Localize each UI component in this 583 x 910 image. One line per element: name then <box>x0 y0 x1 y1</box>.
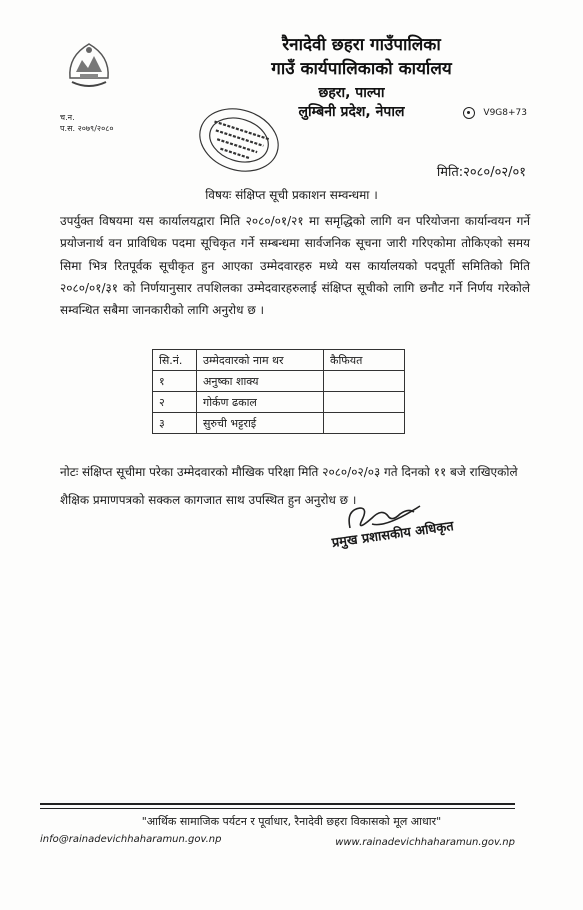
row-remarks <box>324 392 405 413</box>
candidates-table <box>152 349 405 434</box>
row-remarks <box>324 413 405 434</box>
row-remarks <box>324 371 405 392</box>
office-stamp <box>188 98 290 182</box>
row-name: सुरुची भट्टराई <box>197 413 324 434</box>
row-sn: ३ <box>153 413 197 434</box>
header-sn: सि.नं. <box>153 350 197 371</box>
letter-serial: प.स. २०७९/२०८० <box>60 124 114 133</box>
row-name: अनुष्का शाक्य <box>197 371 324 392</box>
office-location: छहरा, पाल्पा <box>318 85 385 101</box>
header-remarks: कैफियत <box>324 350 405 371</box>
row-sn: १ <box>153 371 197 392</box>
table-row <box>153 371 405 392</box>
letter-subject: विषयः संक्षिप्त सूची प्रकाशन सम्वन्धमा । <box>205 188 378 202</box>
municipality-name: रैनादेवी छहरा गाउँपालिका <box>282 35 441 55</box>
signatory-title: प्रमुख प्रशासकीय अधिकृत <box>330 519 455 551</box>
table-row <box>153 413 405 434</box>
letter-date: मिति:२०८०/०२/०१ <box>436 165 526 180</box>
office-name: गाउँ कार्यपालिकाको कार्यालय <box>271 59 452 79</box>
plus-code-text: V9G8+73 <box>483 108 527 118</box>
footer-motto: "आर्थिक सामाजिक पर्यटन र पूर्वाधार, रैनादेवी छहरा विकासको मूल आधार" <box>141 815 442 828</box>
row-name: गोर्कण ढकाल <box>197 392 324 413</box>
footer-website-link[interactable]: www.rainadevichhaharamun.gov.np <box>335 837 515 848</box>
letter-number: च.न. <box>60 113 75 122</box>
footer-divider <box>40 803 515 805</box>
footer-divider-thin <box>40 808 515 809</box>
table-row <box>153 392 405 413</box>
location-pin-icon <box>463 107 475 119</box>
office-province: लुम्बिनी प्रदेश, नेपाल <box>298 104 405 120</box>
row-sn: २ <box>153 392 197 413</box>
letter-body: उपर्युक्त विषयमा यस कार्यालयद्वारा मिति २०८०/०१/२१ मा समृद्धिको लागि वन परियोजना कार्यान्वयन गर्ने प्रयोजनार्थ वन प्राविधिक पदमा सूचिकृत गर्ने सम्बन्धमा सार्वजनिक सूचना जारी गरिएकोमा तोकिएको समय सिमा भित्र रितपूर्वक सूचीकृत हुन आएका उम्मेदवारहरु मध्ये यस कार्यालयको पदपूर्ती समितिको मिति २०८०/०१/३१ को निर्णयानुसार तपशिलका उम्मेदवारहरुलाई संक्षिप्त सूचीको लागि छनौट गर्ने निर्णय गरेकोले सम्वन्धित सबैमा जानकारीको लागि अनुरोध छ । <box>60 214 530 318</box>
plus-code <box>463 107 527 119</box>
table-header-row <box>153 350 405 371</box>
footer-email-link[interactable]: info@rainadevichhaharamun.gov.np <box>40 834 222 845</box>
header-name: उम्मेदवारको नाम थर <box>197 350 324 371</box>
exam-note: नोटः संक्षिप्त सूचीमा परेका उम्मेदवारको मौखिक परिक्षा मिति २०८०/०२/०३ गते दिनको ११ बजे राखिएकोले शैक्षिक प्रमाणपत्रको सक्कल कागजात साथ उपस्थित हुन अनुरोध छ । <box>60 465 518 507</box>
